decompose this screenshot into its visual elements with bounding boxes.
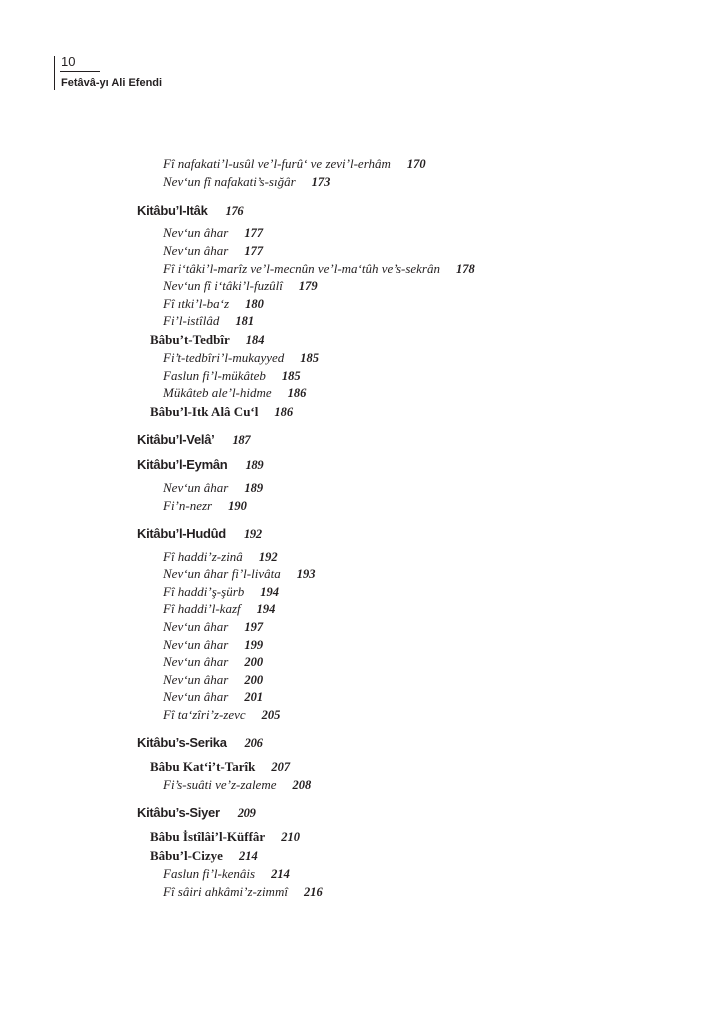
toc-entry [163,884,323,900]
toc-entry-title: Fî haddi’l-kazf [163,601,241,616]
toc-entry [163,225,263,241]
toc-page-number: 209 [237,806,256,820]
toc-entry-title: Faslun fi’l-mükâteb [163,368,266,383]
toc-page-number: 197 [244,620,264,634]
toc-section-heading [150,848,258,864]
toc-entry [163,566,315,582]
toc-entry-title: Nev‘un âhar fi’l-livâta [163,566,281,581]
toc-entry-title: Nev‘un âhar [163,243,229,258]
toc-page-number: 208 [292,778,312,792]
toc-page-number: 186 [274,405,294,419]
toc-chapter-heading [137,526,262,542]
toc-entry [163,549,278,565]
toc-page-number: 189 [245,458,264,472]
toc-entry [163,689,263,705]
toc-entry-title: Nev‘un âhar [163,654,229,669]
toc-page-number: 201 [244,690,264,704]
toc-entry-title: Bâbu İstîlâi’l-Küffâr [150,829,266,844]
toc-page-number: 184 [245,333,265,347]
toc-entry-title: Kitâbu’l-Eymân [137,457,228,472]
toc-entry [163,368,301,384]
toc-page-number: 186 [287,386,307,400]
toc-section-heading [150,759,290,775]
toc-chapter-heading [137,735,263,751]
toc-entry-title: Kitâbu’s-Serika [137,735,227,750]
toc-entry-title: Fî i‘tâki’l-marîz ve’l-mecnûn ve’l-ma‘tûh ve’s-sekrân [163,261,440,276]
toc-entry-title: Mükâteb ale’l-hidme [163,385,272,400]
toc-entry-title: Bâbu Kat‘i’t-Tarîk [150,759,256,774]
toc-entry-title: Nev‘un âhar [163,480,229,495]
toc-section-heading [150,829,300,845]
toc-entry [163,278,318,294]
toc-entry [163,480,263,496]
toc-entry-title: Fi’n-nezr [163,498,213,513]
toc-page-number: 173 [311,175,331,189]
toc-page-number: 194 [256,602,276,616]
toc-entry [163,498,247,514]
running-title: Fetâvâ-yı Ali Efendi [61,77,163,89]
toc-entry-title: Nev‘un fî i‘tâki’l-fuzûlî [163,278,283,293]
toc-entry-title: Kitâbu’l-Velâ’ [137,432,215,447]
toc-entry [163,156,426,172]
toc-page-number: 205 [261,708,281,722]
toc-entry [163,385,306,401]
toc-entry-title: Fî haddi’z-zinâ [163,549,243,564]
toc-page-number: 200 [244,655,264,669]
toc-entry [163,243,263,259]
toc-entry [163,707,280,723]
toc-entry-title: Fi’l-istîlâd [163,313,220,328]
toc-entry-title: Fî nafakati’l-usûl ve’l-furû‘ ve zevi’l-erhâm [163,156,391,171]
toc-entry-title: Fî haddi’ş-şürb [163,584,245,599]
toc-entry [163,601,275,617]
toc-page-number: 170 [406,157,426,171]
toc-entry [163,866,290,882]
toc-entry [163,584,279,600]
toc-entry-title: Bâbu’l-Cizye [150,848,223,863]
toc-entry [163,174,330,190]
toc-page-number: 193 [296,567,316,581]
toc-entry [163,637,263,653]
toc-page-number: 185 [281,369,301,383]
toc-entry-title: Bâbu’l-Itk Alâ Cu‘l [150,404,259,419]
toc-chapter-heading [137,203,243,219]
toc-page-number: 189 [244,481,264,495]
toc-entry-title: Kitâbu’l-Hudûd [137,526,226,541]
toc-page-number: 199 [244,638,264,652]
toc-entry [163,296,264,312]
toc-page-number: 179 [298,279,318,293]
toc-page-number: 216 [303,885,323,899]
toc-chapter-heading [137,457,263,473]
toc-entry-title: Fî sâiri ahkâmi’z-zimmî [163,884,288,899]
toc-entry-title: Fî ıtki’l-ba‘z [163,296,230,311]
toc-entry-title: Faslun fi’l-kenâis [163,866,256,881]
toc-entry [163,672,263,688]
toc-page-number: 177 [244,226,264,240]
toc-section-heading [150,332,264,348]
toc-entry-title: Fi’t-tedbîri’l-mukayyed [163,350,285,365]
toc-entry-title: Nev‘un âhar [163,672,229,687]
toc-chapter-heading [137,805,256,821]
toc-entry [163,261,475,277]
toc-entry [163,619,263,635]
toc-entry-title: Fî ta‘zîri’z-zevc [163,707,246,722]
toc-page-number: 192 [243,527,262,541]
toc-page-number: 194 [260,585,279,599]
toc-entry-title: Nev‘un âhar [163,225,229,240]
toc-page-number: 207 [271,760,291,774]
toc-page-number: 181 [235,314,255,328]
toc-entry [163,350,319,366]
toc-chapter-heading [137,432,250,448]
toc-entry-title: Nev‘un âhar [163,637,229,652]
toc-entry [163,654,263,670]
toc-page-number: 190 [228,499,247,513]
toc-entry-title: Fi’s-suâti ve’z-zaleme [163,777,277,792]
toc-page-number: 177 [244,244,264,258]
toc-entry-title: Kitâbu’l-Itâk [137,203,208,218]
toc-page-number: 180 [245,297,264,311]
toc-page-number: 187 [232,433,251,447]
toc-page-number: 192 [258,550,278,564]
toc-entry [163,313,254,329]
toc-entry-title: Bâbu’t-Tedbîr [150,332,230,347]
toc-page-number: 214 [238,849,258,863]
toc-entry-title: Nev‘un âhar [163,619,229,634]
toc-page-number: 178 [456,262,475,276]
toc-page-number: 210 [281,830,300,844]
toc-entry-title: Nev‘un fî nafakati’s-sığâr [163,174,296,189]
page-number: 10 [61,54,76,69]
toc-entry [163,777,311,793]
toc-entry-title: Kitâbu’s-Siyer [137,805,220,820]
toc-page-number: 200 [244,673,264,687]
toc-page-number: 206 [244,736,263,750]
toc-section-heading [150,404,293,420]
toc-entry-title: Nev‘un âhar [163,689,229,704]
toc-page-number: 214 [271,867,290,881]
toc-page-number: 185 [300,351,320,365]
toc-page-number: 176 [225,204,244,218]
